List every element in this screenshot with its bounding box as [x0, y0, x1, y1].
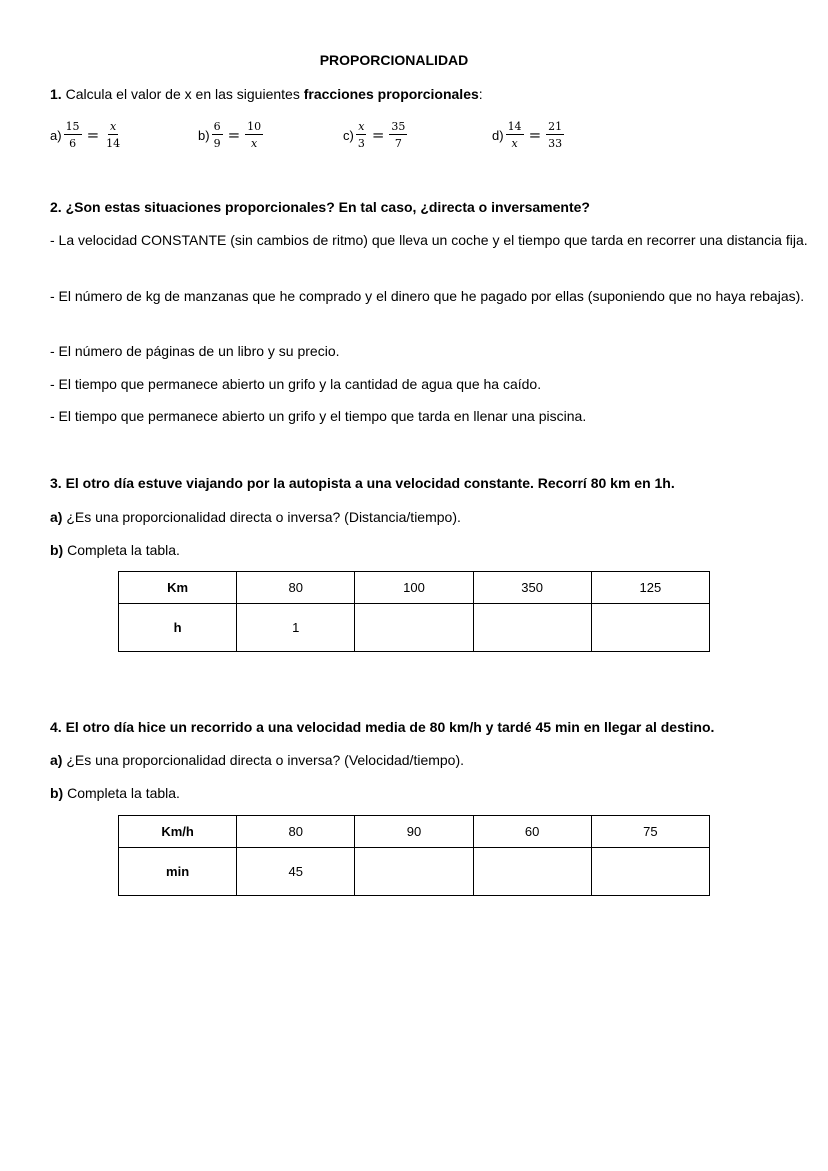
q2-item-2: - El número de kg de manzanas que he comprado y el dinero que he pagado por ellas (suponiendo que no haya rebajas). [50, 288, 805, 304]
q4-a-label: a) [50, 752, 63, 768]
q3-a-label: a) [50, 509, 63, 525]
q1-text-bold: fracciones proporcionales [303, 86, 479, 102]
q1-exercise-d [492, 117, 566, 153]
numerator: 15 [65, 120, 80, 133]
q4-table [118, 815, 710, 896]
numerator: 35 [391, 120, 406, 133]
table-cell: 1 [237, 604, 355, 652]
denominator: 9 [213, 137, 221, 150]
numerator: 21 [548, 120, 563, 133]
q2-heading: 2. ¿Son estas situaciones proporcionales? En tal caso, ¿directa o inversamente? [50, 199, 590, 215]
table-cell: 80 [237, 816, 355, 848]
q3-table [118, 571, 710, 652]
fraction-left-b [212, 120, 223, 150]
table-row [119, 848, 710, 896]
table-header-cell: Km [119, 572, 237, 604]
q1-label-c: c) [343, 127, 354, 143]
denominator: 6 [69, 137, 77, 150]
numerator: 10 [247, 120, 262, 133]
table-cell: 350 [473, 572, 591, 604]
table-header-cell: min [119, 848, 237, 896]
q2-item-4: - El tiempo que permanece abierto un grifo y la cantidad de agua que ha caído. [50, 376, 542, 392]
q1-text-post: : [478, 86, 483, 102]
denominator: x [511, 137, 518, 150]
table-header-cell: h [119, 604, 237, 652]
q4-a-text: ¿Es una proporcionalidad directa o inversa? (Velocidad/tiempo). [62, 752, 465, 768]
table-cell-empty [355, 848, 473, 896]
denominator: 33 [548, 137, 563, 150]
q2-item-1: - La velocidad CONSTANTE (sin cambios de ritmo) que lleva un coche y el tiempo que tarda en recorrer una distancia fija. [50, 232, 808, 248]
fraction-right-b [245, 120, 263, 150]
table-cell: 75 [591, 816, 709, 848]
table-cell: 90 [355, 816, 473, 848]
equals-sign: = [528, 126, 542, 144]
fraction-right-d [546, 120, 564, 150]
table-cell-empty [355, 604, 473, 652]
q3-part-b [50, 540, 180, 561]
table-cell-empty [591, 604, 709, 652]
q1-label-b: b) [198, 127, 210, 143]
q4-part-b [50, 783, 180, 804]
table-row [119, 572, 710, 604]
fraction-left-a [64, 120, 82, 150]
q1-number: 1. [50, 86, 62, 102]
q1-label-d: d) [492, 127, 504, 143]
q1-exercise-c [343, 117, 409, 153]
table-header-cell: Km/h [119, 816, 237, 848]
q3-part-a [50, 507, 461, 528]
denominator: x [251, 137, 258, 150]
fraction-left-c [356, 120, 367, 150]
table-cell: 100 [355, 572, 473, 604]
fraction-right-a [104, 120, 122, 150]
table-cell: 45 [237, 848, 355, 896]
numerator: x [358, 120, 365, 133]
table-cell: 125 [591, 572, 709, 604]
equals-sign: = [371, 126, 385, 144]
q4-b-text: Completa la tabla. [63, 785, 180, 801]
q4-b-label: b) [50, 785, 64, 801]
q2-item-5: - El tiempo que permanece abierto un grifo y el tiempo que tarda en llenar una piscina. [50, 408, 587, 424]
denominator: 3 [357, 137, 365, 150]
numerator: x [110, 120, 117, 133]
q1-label-a: a) [50, 127, 62, 143]
q3-a-text: ¿Es una proporcionalidad directa o inversa? (Distancia/tiempo). [62, 509, 461, 525]
denominator: 7 [394, 137, 402, 150]
q1-exercise-a [50, 117, 124, 153]
q1-exercise-b [198, 117, 265, 153]
table-cell-empty [591, 848, 709, 896]
table-cell: 60 [473, 816, 591, 848]
numerator: 6 [213, 120, 221, 133]
table-cell: 80 [237, 572, 355, 604]
q3-b-text: Completa la tabla. [63, 542, 180, 558]
q2-item-3: - El número de páginas de un libro y su precio. [50, 343, 340, 359]
table-row [119, 816, 710, 848]
q4-heading: 4. El otro día hice un recorrido a una velocidad media de 80 km/h y tardé 45 min en llegar al destino. [50, 719, 715, 735]
q4-part-a [50, 750, 464, 771]
table-cell-empty [473, 848, 591, 896]
q1-instruction [50, 84, 483, 105]
fraction-right-c [389, 120, 407, 150]
numerator: 14 [507, 120, 522, 133]
page-title: PROPORCIONALIDAD [319, 52, 469, 68]
fraction-left-d [506, 120, 524, 150]
q3-heading: 3. El otro día estuve viajando por la autopista a una velocidad constante. Recorrí 80 km en 1h. [50, 475, 675, 491]
q3-b-label: b) [50, 542, 64, 558]
table-row [119, 604, 710, 652]
equals-sign: = [86, 126, 100, 144]
denominator: 14 [106, 137, 121, 150]
equals-sign: = [227, 126, 241, 144]
table-cell-empty [473, 604, 591, 652]
q1-text-pre: Calcula el valor de x en las siguientes [61, 86, 304, 102]
